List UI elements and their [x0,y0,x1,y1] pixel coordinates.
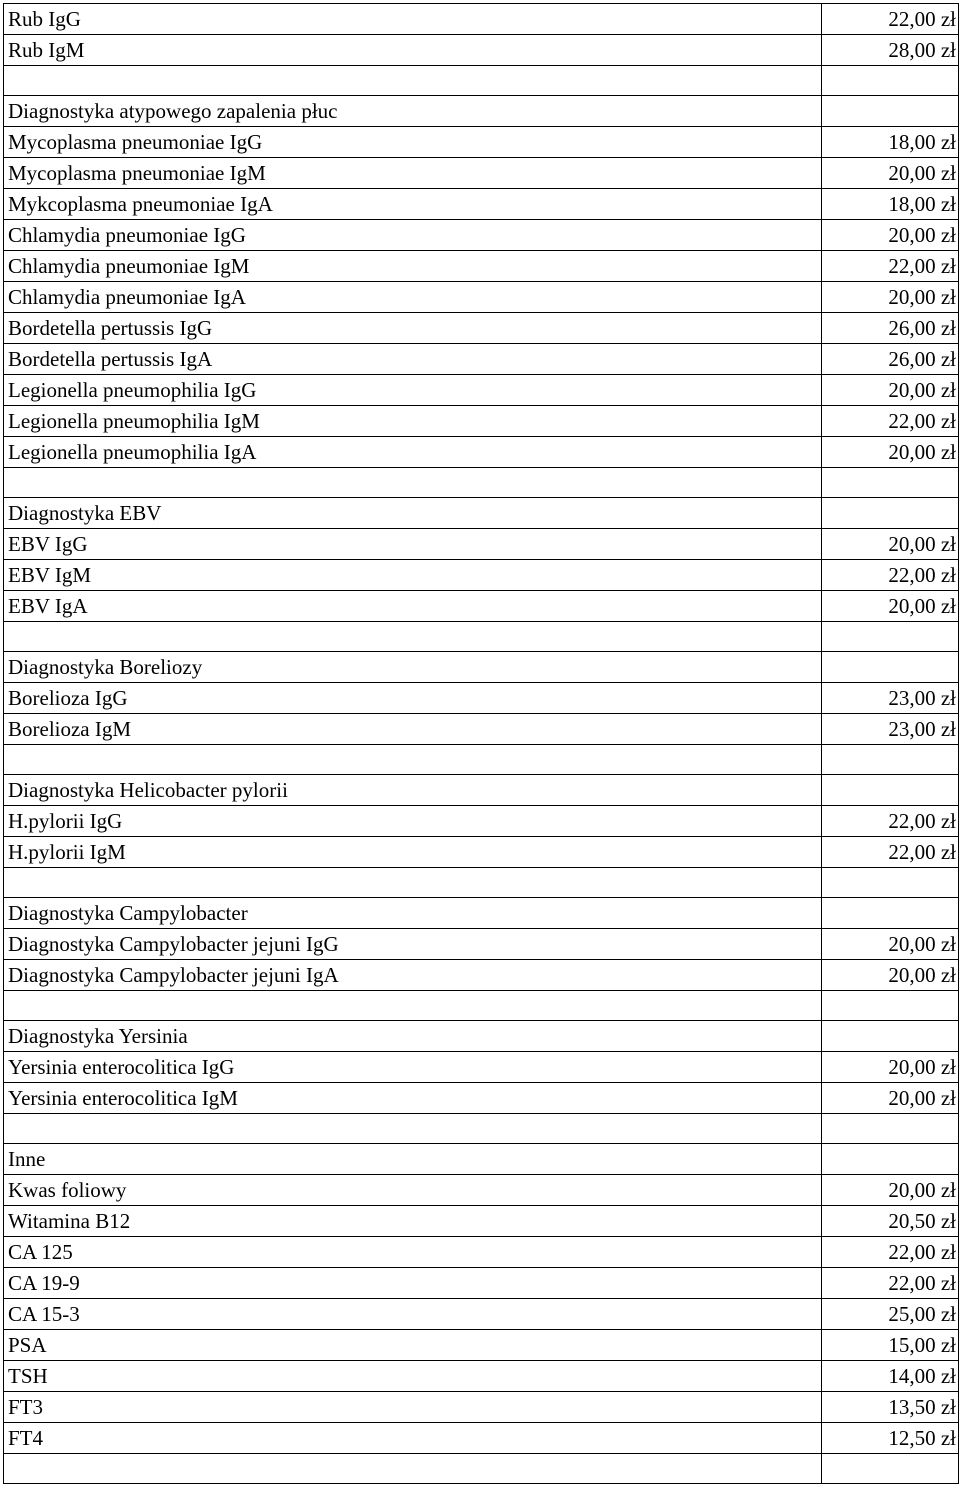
price-row [4,929,959,960]
section-header-row [4,1021,959,1052]
test-price: 22,00 zł [822,4,959,35]
empty-row [4,991,959,1021]
test-price [822,1454,959,1484]
test-price: 22,00 zł [822,406,959,437]
test-price: 22,00 zł [822,837,959,868]
test-price: 25,00 zł [822,1299,959,1330]
test-price: 20,00 zł [822,220,959,251]
test-price: 20,00 zł [822,1083,959,1114]
test-name: Kwas foliowy [4,1175,822,1206]
test-name: Chlamydia pneumoniae IgG [4,220,822,251]
test-price: 20,00 zł [822,158,959,189]
test-name [4,1114,822,1144]
price-row [4,35,959,66]
test-name: Borelioza IgM [4,714,822,745]
test-price: 23,00 zł [822,714,959,745]
section-title: Diagnostyka Helicobacter pylorii [4,775,822,806]
test-price: 22,00 zł [822,1237,959,1268]
test-price: 28,00 zł [822,35,959,66]
test-name: H.pylorii IgM [4,837,822,868]
test-name: Rub IgM [4,35,822,66]
price-row [4,529,959,560]
test-price: 20,00 zł [822,960,959,991]
price-row [4,1237,959,1268]
price-row [4,344,959,375]
test-name: Diagnostyka Campylobacter jejuni IgA [4,960,822,991]
price-row [4,714,959,745]
price-row [4,1330,959,1361]
price-row [4,837,959,868]
test-price: 20,00 zł [822,591,959,622]
price-list-table [3,3,959,1484]
test-price [822,898,959,929]
test-name: Chlamydia pneumoniae IgA [4,282,822,313]
test-price: 12,50 zł [822,1423,959,1454]
test-name: Bordetella pertussis IgA [4,344,822,375]
test-name: EBV IgA [4,591,822,622]
price-row [4,220,959,251]
section-header-row [4,652,959,683]
price-row [4,1175,959,1206]
test-price: 20,00 zł [822,1052,959,1083]
price-row [4,313,959,344]
test-name: Yersinia enterocolitica IgG [4,1052,822,1083]
section-header-row [4,775,959,806]
test-name: EBV IgG [4,529,822,560]
test-price: 22,00 zł [822,560,959,591]
price-row [4,437,959,468]
test-name: CA 125 [4,1237,822,1268]
section-title: Diagnostyka EBV [4,498,822,529]
test-name: Rub IgG [4,4,822,35]
price-row [4,1361,959,1392]
test-price [822,66,959,96]
test-price [822,868,959,898]
test-price [822,622,959,652]
test-name: Bordetella pertussis IgG [4,313,822,344]
test-name: Witamina B12 [4,1206,822,1237]
test-name: Yersinia enterocolitica IgM [4,1083,822,1114]
test-price: 14,00 zł [822,1361,959,1392]
test-price: 20,00 zł [822,529,959,560]
section-header-row [4,96,959,127]
price-row [4,127,959,158]
price-row [4,806,959,837]
test-name: Mycoplasma pneumoniae IgG [4,127,822,158]
test-price [822,1144,959,1175]
test-price: 13,50 zł [822,1392,959,1423]
section-header-row [4,898,959,929]
test-name: Mycoplasma pneumoniae IgM [4,158,822,189]
price-row [4,560,959,591]
test-name: Legionella pneumophilia IgA [4,437,822,468]
test-price: 22,00 zł [822,806,959,837]
test-name: TSH [4,1361,822,1392]
test-price: 26,00 zł [822,344,959,375]
test-name [4,66,822,96]
test-name: CA 19-9 [4,1268,822,1299]
test-price [822,498,959,529]
empty-row [4,468,959,498]
test-price [822,468,959,498]
empty-row [4,622,959,652]
test-price: 20,00 zł [822,375,959,406]
test-name: FT3 [4,1392,822,1423]
price-row [4,683,959,714]
price-row [4,406,959,437]
section-header-row [4,1144,959,1175]
section-header-row [4,498,959,529]
test-price: 15,00 zł [822,1330,959,1361]
price-row [4,1268,959,1299]
test-name: FT4 [4,1423,822,1454]
test-price: 20,00 zł [822,437,959,468]
test-price [822,1021,959,1052]
price-row [4,1206,959,1237]
test-price: 18,00 zł [822,189,959,220]
price-row [4,4,959,35]
price-row [4,960,959,991]
price-row [4,1299,959,1330]
test-name: Legionella pneumophilia IgG [4,375,822,406]
test-name [4,1454,822,1484]
empty-row [4,66,959,96]
price-row [4,1083,959,1114]
test-price [822,775,959,806]
test-name: CA 15-3 [4,1299,822,1330]
test-price [822,652,959,683]
test-price [822,991,959,1021]
test-name: PSA [4,1330,822,1361]
price-row [4,158,959,189]
empty-row [4,745,959,775]
test-name: Legionella pneumophilia IgM [4,406,822,437]
price-row [4,189,959,220]
section-title: Diagnostyka Boreliozy [4,652,822,683]
test-price: 18,00 zł [822,127,959,158]
test-name [4,468,822,498]
test-name [4,622,822,652]
test-price: 26,00 zł [822,313,959,344]
section-title: Inne [4,1144,822,1175]
price-row [4,591,959,622]
test-name [4,745,822,775]
empty-row [4,1114,959,1144]
test-price: 20,00 zł [822,929,959,960]
test-price [822,745,959,775]
test-price [822,1114,959,1144]
empty-row [4,868,959,898]
price-row [4,282,959,313]
section-title: Diagnostyka Campylobacter [4,898,822,929]
test-name: Mykcoplasma pneumoniae IgA [4,189,822,220]
test-price: 22,00 zł [822,1268,959,1299]
test-name: Chlamydia pneumoniae IgM [4,251,822,282]
test-name: Borelioza IgG [4,683,822,714]
price-list-body [4,4,959,1484]
test-price: 20,00 zł [822,1175,959,1206]
price-row [4,1392,959,1423]
price-row [4,375,959,406]
section-title: Diagnostyka atypowego zapalenia płuc [4,96,822,127]
test-name: Diagnostyka Campylobacter jejuni IgG [4,929,822,960]
price-row [4,1052,959,1083]
test-price: 20,50 zł [822,1206,959,1237]
price-row [4,251,959,282]
test-name: H.pylorii IgG [4,806,822,837]
test-name [4,868,822,898]
test-name: EBV IgM [4,560,822,591]
empty-row [4,1454,959,1484]
test-price: 20,00 zł [822,282,959,313]
test-name [4,991,822,1021]
price-row [4,1423,959,1454]
test-price: 22,00 zł [822,251,959,282]
test-price [822,96,959,127]
section-title: Diagnostyka Yersinia [4,1021,822,1052]
test-price: 23,00 zł [822,683,959,714]
